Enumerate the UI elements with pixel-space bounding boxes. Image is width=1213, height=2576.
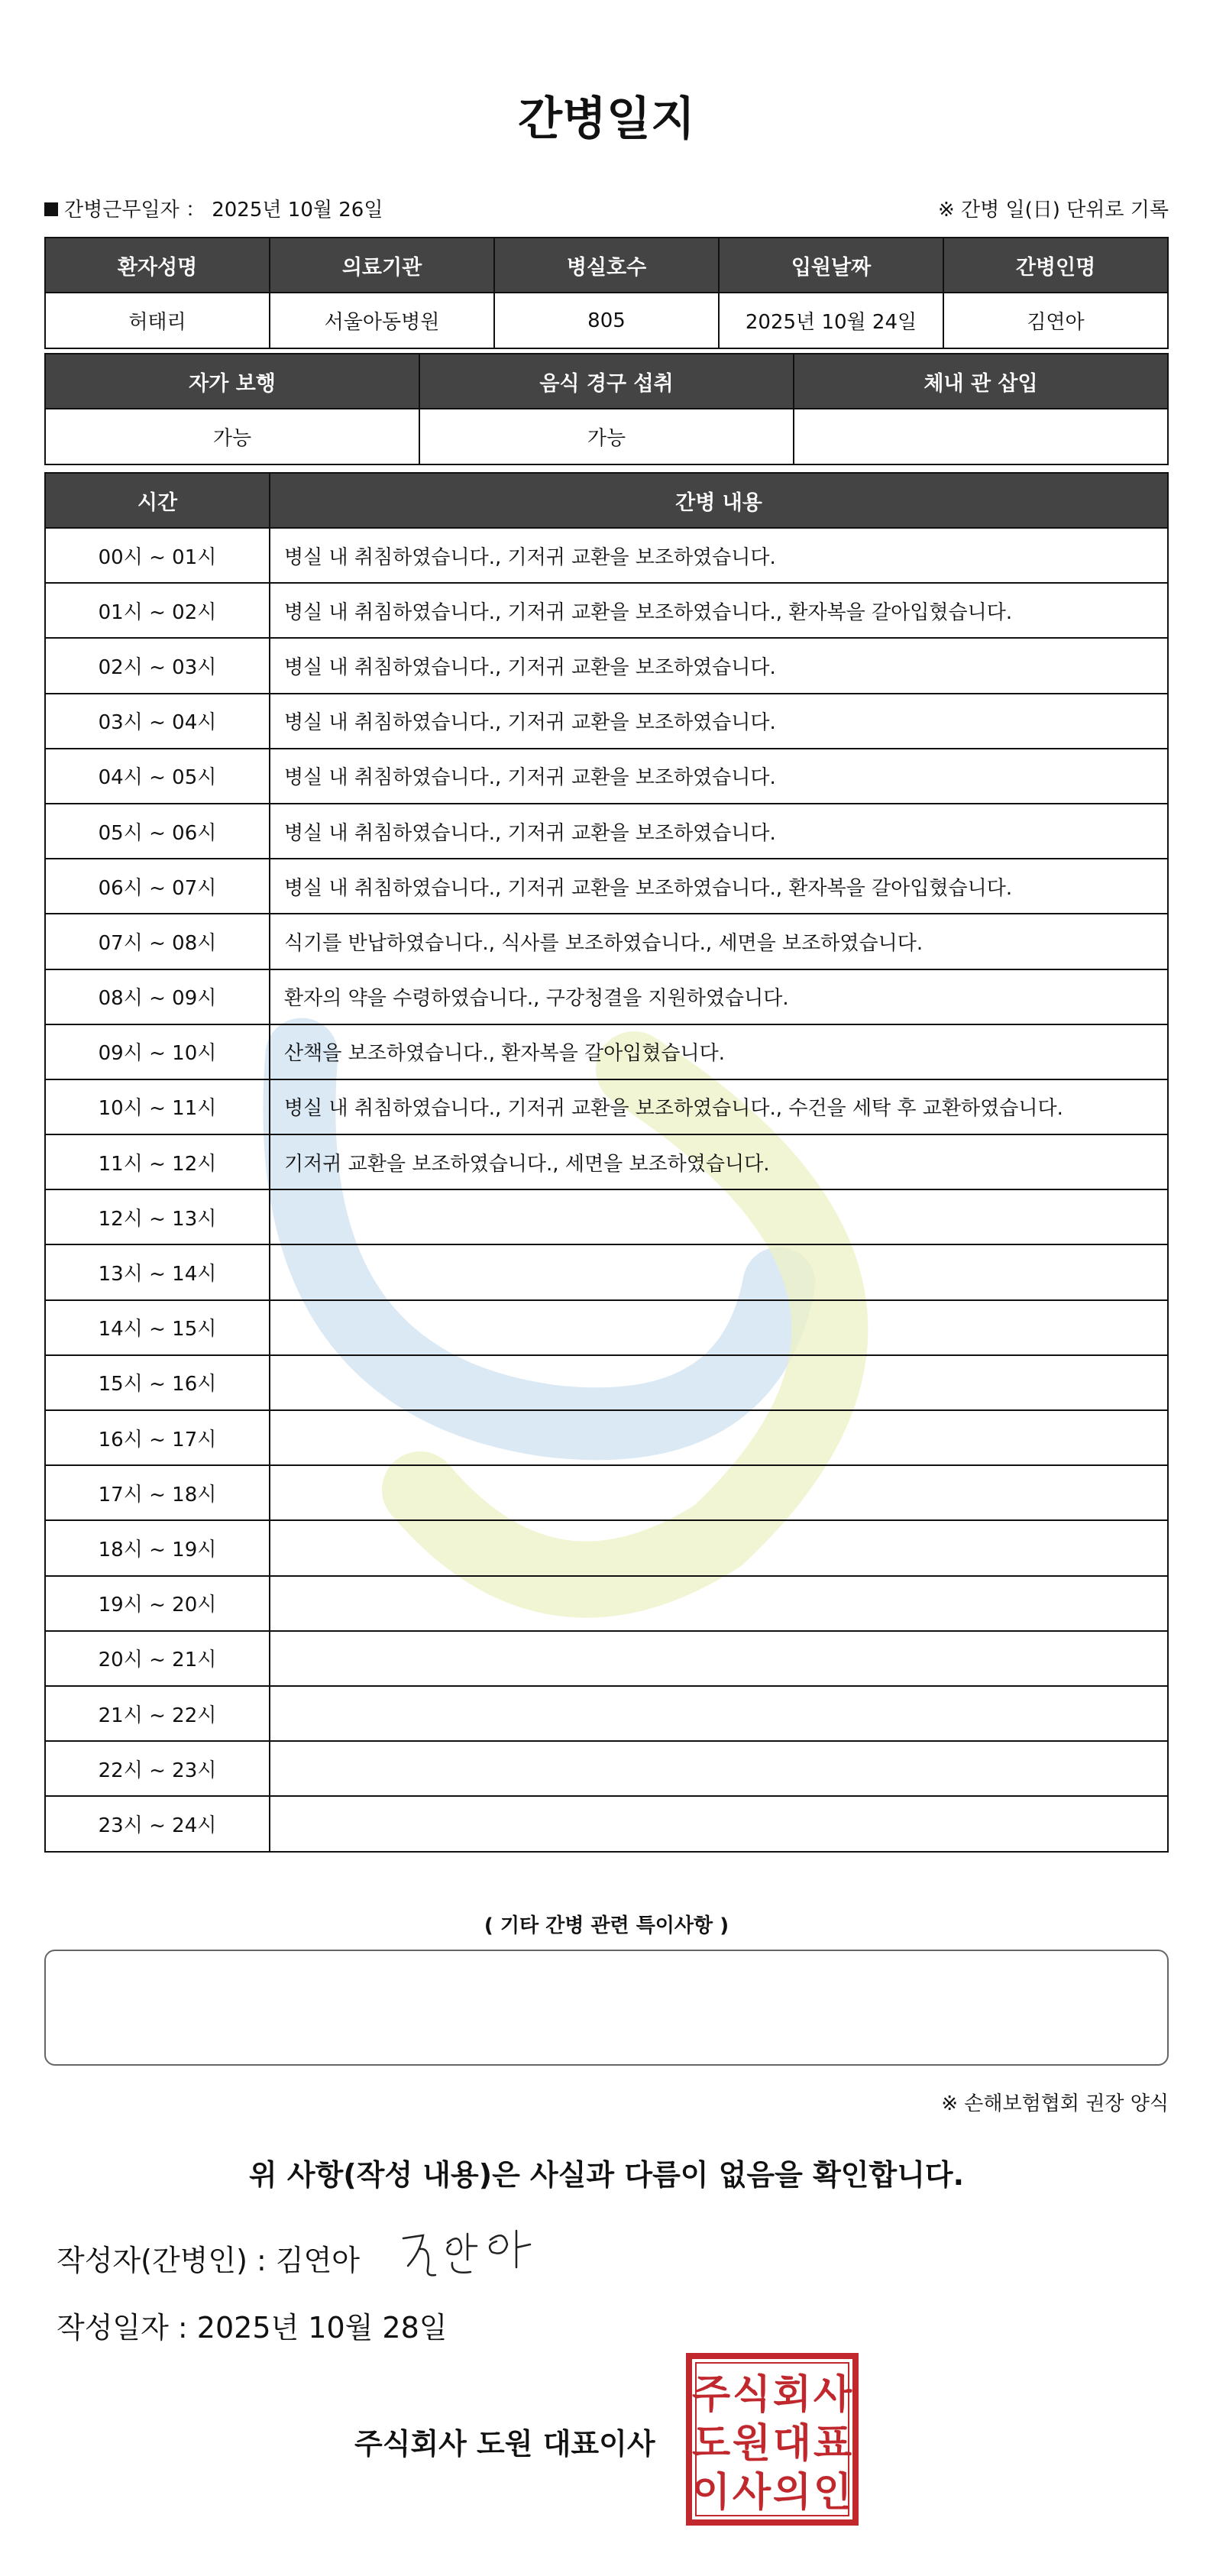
care-content: 병실 내 취침하였습니다., 기저귀 교환을 보조하였습니다. [270, 804, 1168, 859]
time-slot: 10시 ~ 11시 [45, 1079, 270, 1134]
care-log-row [45, 1244, 1168, 1299]
header-time: 시간 [45, 473, 270, 528]
time-slot: 05시 ~ 06시 [45, 804, 270, 859]
header-hospital: 의료기관 [270, 238, 494, 293]
care-log-row [45, 583, 1168, 638]
time-slot: 19시 ~ 20시 [45, 1576, 270, 1631]
care-content [270, 1300, 1168, 1355]
care-content [270, 1465, 1168, 1520]
care-log-row [45, 1520, 1168, 1575]
patient-info-header-row [45, 238, 1168, 293]
work-date [44, 194, 383, 222]
care-log-row [45, 1079, 1168, 1134]
time-slot: 06시 ~ 07시 [45, 859, 270, 914]
care-log-row [45, 1355, 1168, 1410]
confirmation-statement: 위 사항(작성 내용)은 사실과 다름이 없음을 확인합니다. [248, 2158, 965, 2192]
header-tube-insertion: 체내 관 삽입 [794, 354, 1168, 409]
header-care-content: 간병 내용 [270, 473, 1168, 528]
care-content [270, 1631, 1168, 1686]
oral-intake-value: 가능 [419, 409, 794, 464]
care-log-row [45, 638, 1168, 693]
care-content: 병실 내 취침하였습니다., 기저귀 교환을 보조하였습니다. [270, 638, 1168, 693]
special-notes-box [44, 1950, 1169, 2066]
seal-glyph: 표 [813, 2421, 852, 2467]
care-content [270, 1410, 1168, 1465]
seal-glyph: 대 [772, 2421, 812, 2467]
care-log-row [45, 969, 1168, 1024]
time-slot: 01시 ~ 02시 [45, 583, 270, 638]
document-title: 간병일지 [518, 92, 695, 146]
time-slot: 16시 ~ 17시 [45, 1410, 270, 1465]
care-log-row [45, 914, 1168, 969]
care-content: 기저귀 교환을 보조하였습니다., 세면을 보조하였습니다. [270, 1134, 1168, 1189]
care-content [270, 1686, 1168, 1741]
care-log-row [45, 1300, 1168, 1355]
status-value-row [45, 409, 1168, 464]
admission-date: 2025년 10월 24일 [719, 293, 943, 348]
care-content [270, 1355, 1168, 1410]
patient-name: 허태리 [45, 293, 270, 348]
time-slot: 04시 ~ 05시 [45, 749, 270, 804]
time-slot: 12시 ~ 13시 [45, 1189, 270, 1244]
written-date-line: 작성일자 : 2025년 10월 28일 [57, 2311, 448, 2345]
care-log-row [45, 1741, 1168, 1796]
care-content: 병실 내 취침하였습니다., 기저귀 교환을 보조하였습니다. [270, 749, 1168, 804]
header-self-walking: 자가 보행 [45, 354, 419, 409]
time-slot: 11시 ~ 12시 [45, 1134, 270, 1189]
time-slot: 15시 ~ 16시 [45, 1355, 270, 1410]
care-content: 병실 내 취침하였습니다., 기저귀 교환을 보조하였습니다., 수건을 세탁 후 교환하였습니다. [270, 1079, 1168, 1134]
work-date-label: 간병근무일자 ： 2025년 10월 26일 [64, 199, 383, 222]
care-content: 환자의 약을 수령하였습니다., 구강청결을 지원하였습니다. [270, 969, 1168, 1024]
care-log-row [45, 749, 1168, 804]
handwritten-signature [397, 2222, 550, 2283]
seal-glyph: 인 [813, 2470, 852, 2516]
care-log-row [45, 804, 1168, 859]
care-log-row [45, 1189, 1168, 1244]
insurance-form-note: ※ 손해보험협회 권장 양식 [941, 2092, 1169, 2115]
care-content [270, 1576, 1168, 1631]
care-content [270, 1189, 1168, 1244]
company-representative: 주식회사 도원 대표이사 [354, 2427, 655, 2461]
patient-status-table [44, 353, 1169, 465]
square-bullet-icon [44, 202, 58, 216]
care-content: 병실 내 취침하였습니다., 기저귀 교환을 보조하였습니다. [270, 528, 1168, 583]
care-log-row [45, 694, 1168, 749]
time-slot: 20시 ~ 21시 [45, 1631, 270, 1686]
care-content [270, 1244, 1168, 1299]
time-slot: 21시 ~ 22시 [45, 1686, 270, 1741]
patient-info-value-row [45, 293, 1168, 348]
time-slot: 14시 ~ 15시 [45, 1300, 270, 1355]
care-log-row [45, 1796, 1168, 1851]
header-admission-date: 입원날짜 [719, 238, 943, 293]
author-line: 작성자(간병인) : 김연아 [57, 2244, 360, 2277]
time-slot: 17시 ~ 18시 [45, 1465, 270, 1520]
seal-glyph: 의 [772, 2470, 812, 2516]
care-content [270, 1741, 1168, 1796]
time-slot: 13시 ~ 14시 [45, 1244, 270, 1299]
time-slot: 07시 ~ 08시 [45, 914, 270, 969]
tube-insertion-value [794, 409, 1168, 464]
time-slot: 09시 ~ 10시 [45, 1024, 270, 1079]
seal-glyph: 사 [732, 2470, 771, 2516]
care-content: 병실 내 취침하였습니다., 기저귀 교환을 보조하였습니다., 환자복을 갈아입혔습니다. [270, 859, 1168, 914]
seal-glyph: 회 [772, 2372, 812, 2418]
time-slot: 22시 ~ 23시 [45, 1741, 270, 1796]
record-unit-note: ※ 간병 일(日) 단위로 기록 [937, 199, 1169, 222]
care-log-row [45, 528, 1168, 583]
special-notes-title: ( 기타 간병 관련 특이사항 ) [484, 1914, 729, 1937]
care-log-table [44, 472, 1169, 1853]
header-caregiver-name: 간병인명 [943, 238, 1168, 293]
header-oral-intake: 음식 경구 섭취 [419, 354, 794, 409]
care-content: 식기를 반납하였습니다., 식사를 보조하였습니다., 세면을 보조하였습니다. [270, 914, 1168, 969]
care-content: 병실 내 취침하였습니다., 기저귀 교환을 보조하였습니다. [270, 694, 1168, 749]
seal-glyph: 주 [691, 2372, 731, 2418]
seal-glyph: 도 [691, 2421, 731, 2467]
care-content [270, 1796, 1168, 1851]
seal-glyph: 사 [813, 2372, 852, 2418]
care-log-row [45, 1465, 1168, 1520]
seal-glyph: 이 [691, 2470, 731, 2516]
time-slot: 02시 ~ 03시 [45, 638, 270, 693]
care-log-body [45, 528, 1168, 1852]
self-walking-value: 가능 [45, 409, 419, 464]
room-number: 805 [494, 293, 719, 348]
patient-info-table [44, 237, 1169, 349]
seal-glyph: 식 [732, 2372, 771, 2418]
time-slot: 00시 ~ 01시 [45, 528, 270, 583]
hospital: 서울아동병원 [270, 293, 494, 348]
care-log-row [45, 859, 1168, 914]
care-log-row [45, 1576, 1168, 1631]
care-content [270, 1520, 1168, 1575]
header-room-number: 병실호수 [494, 238, 719, 293]
caregiver-name: 김연아 [943, 293, 1168, 348]
care-log-row [45, 1024, 1168, 1079]
care-log-header-row [45, 473, 1168, 528]
care-log-row [45, 1631, 1168, 1686]
time-slot: 23시 ~ 24시 [45, 1796, 270, 1851]
seal-glyph: 원 [732, 2421, 771, 2467]
header-patient-name: 환자성명 [45, 238, 270, 293]
status-header-row [45, 354, 1168, 409]
care-content: 산책을 보조하였습니다., 환자복을 갈아입혔습니다. [270, 1024, 1168, 1079]
time-slot: 18시 ~ 19시 [45, 1520, 270, 1575]
company-seal-stamp [686, 2353, 859, 2526]
care-log-row [45, 1686, 1168, 1741]
care-log-row [45, 1134, 1168, 1189]
time-slot: 08시 ~ 09시 [45, 969, 270, 1024]
care-content: 병실 내 취침하였습니다., 기저귀 교환을 보조하였습니다., 환자복을 갈아입혔습니다. [270, 583, 1168, 638]
time-slot: 03시 ~ 04시 [45, 694, 270, 749]
care-log-row [45, 1410, 1168, 1465]
